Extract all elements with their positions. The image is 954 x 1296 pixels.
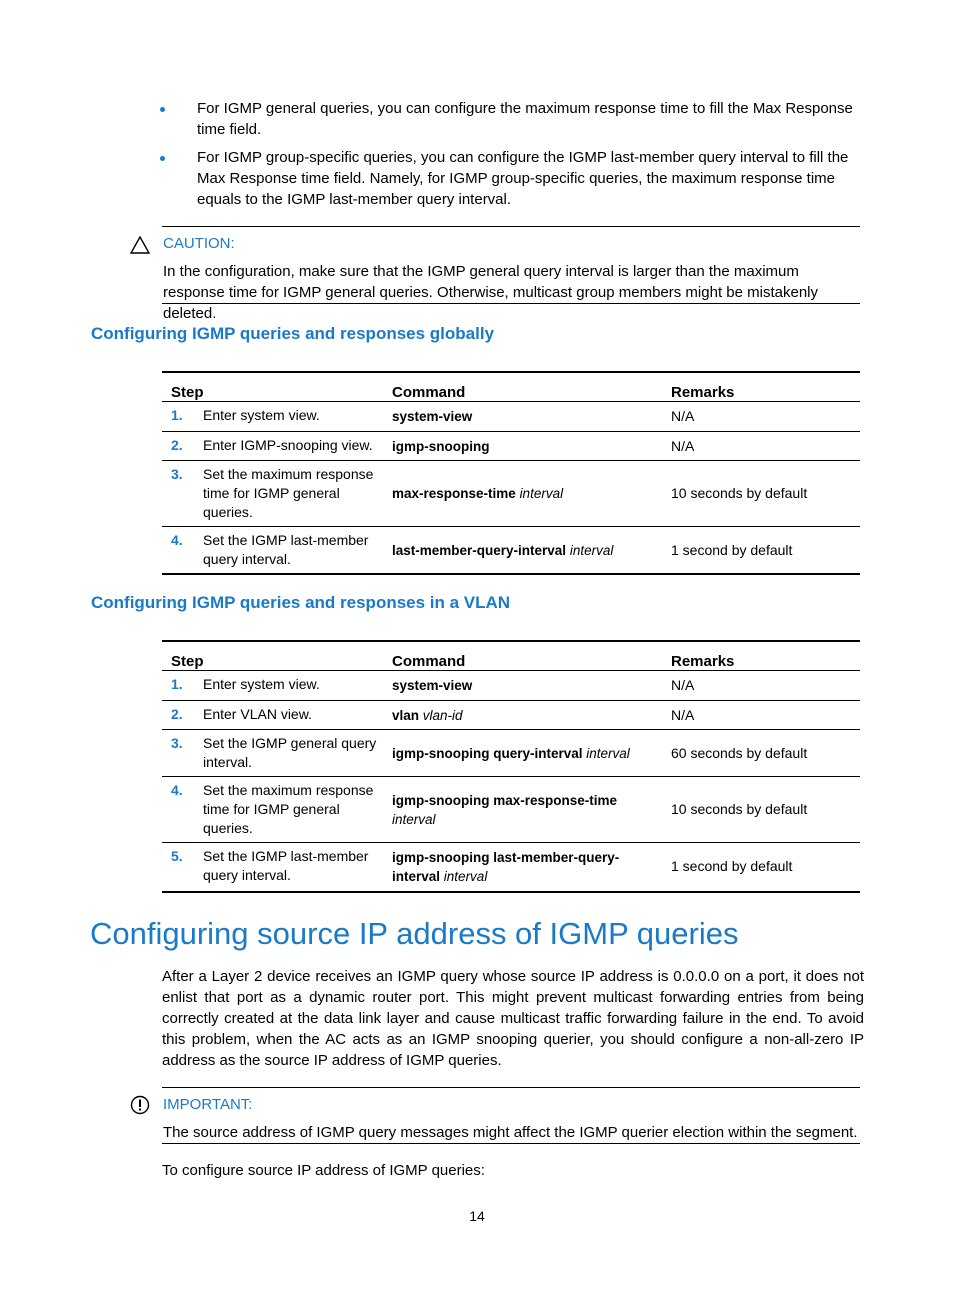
command-argument: interval bbox=[443, 868, 488, 884]
step-description: Set the IGMP last-member query interval. bbox=[191, 843, 383, 892]
divider bbox=[162, 1143, 860, 1144]
caution-label: CAUTION: bbox=[163, 235, 235, 252]
step-number: 1. bbox=[162, 402, 191, 432]
column-header-command: Command bbox=[383, 641, 662, 671]
step-description: Enter system view. bbox=[191, 402, 383, 432]
column-header-command: Command bbox=[383, 372, 662, 402]
table-row bbox=[162, 671, 860, 701]
command-keyword: system-view bbox=[392, 409, 473, 424]
step-number: 2. bbox=[162, 701, 191, 730]
command-keyword: last-member-query-interval bbox=[392, 542, 567, 558]
divider bbox=[162, 303, 860, 304]
remarks-cell: N/A bbox=[662, 701, 860, 730]
list-item bbox=[160, 98, 864, 140]
table-row bbox=[162, 432, 860, 461]
section-heading-global: Configuring IGMP queries and responses globally bbox=[91, 324, 495, 343]
divider bbox=[162, 1087, 860, 1088]
command-cell bbox=[383, 777, 662, 843]
body-paragraph: After a Layer 2 device receives an IGMP query whose source IP address is 0.0.0.0 on a port, it does not enlist that port as a dynamic router port. This might prevent multicast forwarding entries from being correctly created at the data link layer and cause multicast traffic forwarding failure in the end. To avoid this problem, when the AC acts as an IGMP snooping querier, you should configure a non-all-zero IP address as the source IP address of IGMP queries. bbox=[162, 968, 864, 1069]
step-description: Enter VLAN view. bbox=[191, 701, 383, 730]
command-cell bbox=[383, 843, 662, 892]
table-row bbox=[162, 730, 860, 777]
bullet-icon bbox=[160, 107, 165, 112]
step-description: Enter system view. bbox=[191, 671, 383, 701]
table-row bbox=[162, 527, 860, 575]
command-cell bbox=[383, 402, 662, 432]
column-header-remarks: Remarks bbox=[662, 372, 860, 402]
caution-note bbox=[130, 226, 860, 322]
step-description: Set the maximum response time for IGMP general queries. bbox=[191, 461, 383, 527]
bullet-list bbox=[160, 98, 864, 217]
warning-triangle-icon bbox=[130, 235, 150, 255]
remarks-cell: 1 second by default bbox=[662, 843, 860, 892]
command-argument: interval bbox=[569, 542, 614, 558]
column-header-step: Step bbox=[162, 641, 383, 671]
table-row bbox=[162, 402, 860, 432]
command-keyword: system-view bbox=[392, 678, 473, 693]
step-description: Set the maximum response time for IGMP general queries. bbox=[191, 777, 383, 843]
caution-text: In the configuration, make sure that the IGMP general query interval is larger than the maximum response time for IGMP general queries. Otherwise, multicast group members might be mistakenly deleted. bbox=[163, 263, 818, 322]
command-keyword: max-response-time bbox=[392, 486, 516, 501]
command-argument: interval bbox=[586, 745, 630, 761]
command-cell bbox=[383, 527, 662, 575]
page-number: 14 bbox=[469, 1208, 485, 1224]
step-number: 3. bbox=[162, 461, 191, 527]
bullet-text: For IGMP group-specific queries, you can configure the IGMP last-member query interval to fill the Max Response time field. Namely, for IGMP group-specific queries, the maximum response time equals to the IGMP last-member query interval. bbox=[197, 149, 849, 208]
important-text: The source address of IGMP query messages might affect the IGMP querier election within the segment. bbox=[163, 1124, 858, 1141]
lead-in-text: To configure source IP address of IGMP queries: bbox=[162, 1162, 485, 1179]
step-description: Set the IGMP last-member query interval. bbox=[191, 527, 383, 575]
command-argument: vlan-id bbox=[422, 707, 463, 723]
column-header-step: Step bbox=[162, 372, 383, 402]
remarks-cell: 10 seconds by default bbox=[662, 777, 860, 843]
command-cell bbox=[383, 432, 662, 461]
command-argument: interval bbox=[519, 486, 564, 501]
list-item bbox=[160, 147, 864, 210]
command-table-global bbox=[162, 371, 860, 575]
table-row bbox=[162, 777, 860, 843]
step-description: Set the IGMP general query interval. bbox=[191, 730, 383, 777]
step-number: 4. bbox=[162, 527, 191, 575]
step-number: 1. bbox=[162, 671, 191, 701]
command-cell bbox=[383, 730, 662, 777]
remarks-cell: N/A bbox=[662, 402, 860, 432]
table-row bbox=[162, 701, 860, 730]
command-keyword: igmp-snooping last-member-query-interval bbox=[392, 849, 620, 884]
bullet-text: For IGMP general queries, you can configure the maximum response time to fill the Max Response time field. bbox=[197, 100, 853, 138]
command-keyword: vlan bbox=[392, 707, 420, 723]
remarks-cell: N/A bbox=[662, 671, 860, 701]
page-title: Configuring source IP address of IGMP queries bbox=[90, 916, 739, 951]
command-cell bbox=[383, 461, 662, 527]
important-label: IMPORTANT: bbox=[163, 1096, 253, 1113]
step-number: 3. bbox=[162, 730, 191, 777]
table-row bbox=[162, 461, 860, 527]
command-keyword: igmp-snooping bbox=[392, 438, 490, 454]
step-number: 2. bbox=[162, 432, 191, 461]
step-number: 4. bbox=[162, 777, 191, 843]
step-description: Enter IGMP-snooping view. bbox=[191, 432, 383, 461]
remarks-cell: 10 seconds by default bbox=[662, 461, 860, 527]
bullet-icon bbox=[160, 156, 165, 161]
command-cell bbox=[383, 701, 662, 730]
command-argument: interval bbox=[392, 811, 436, 827]
step-number: 5. bbox=[162, 843, 191, 892]
command-cell bbox=[383, 671, 662, 701]
important-note bbox=[130, 1087, 860, 1145]
remarks-cell: N/A bbox=[662, 432, 860, 461]
command-keyword: igmp-snooping max-response-time bbox=[392, 792, 618, 808]
divider bbox=[162, 226, 860, 227]
column-header-remarks: Remarks bbox=[662, 641, 860, 671]
exclamation-circle-icon bbox=[130, 1095, 150, 1115]
command-keyword: igmp-snooping query-interval bbox=[392, 745, 583, 761]
section-heading-vlan: Configuring IGMP queries and responses in a VLAN bbox=[91, 593, 511, 612]
table-row bbox=[162, 843, 860, 892]
remarks-cell: 1 second by default bbox=[662, 527, 860, 575]
command-table-vlan bbox=[162, 640, 860, 893]
remarks-cell: 60 seconds by default bbox=[662, 730, 860, 777]
